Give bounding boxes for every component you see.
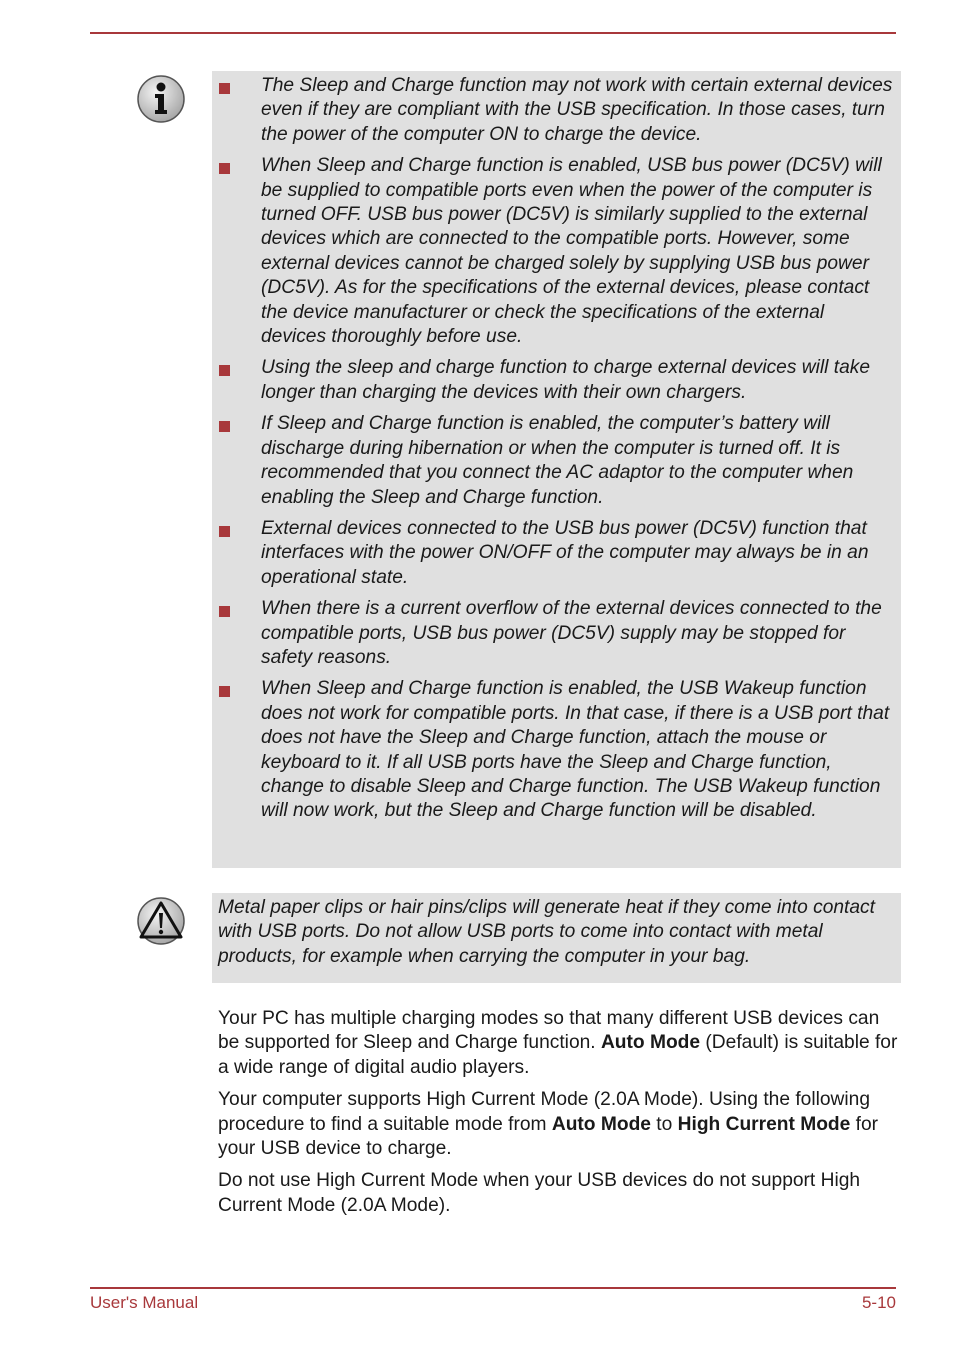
- info-icon: [136, 74, 186, 124]
- page-number: 5-10: [861, 1293, 896, 1312]
- warning-note-box: [212, 893, 901, 983]
- bullet-square-icon: [219, 421, 230, 432]
- warning-icon: [136, 896, 186, 946]
- paragraph-charging-modes: Your PC has multiple charging modes so that many different USB devices can be supported for Sleep and Charge function. Auto Mode (Default) is suitable for a wide range of digital audio players.: [218, 1008, 898, 1078]
- info-note-list: [212, 71, 901, 824]
- footer-rule: [90, 1287, 896, 1289]
- paragraph-high-current-mode: Your computer supports High Current Mode (2.0A Mode). Using the following procedure to find a suitable mode from Auto Mode to High Current Mode for your USB device to charge.: [218, 1089, 879, 1160]
- bullet-square-icon: [219, 606, 230, 617]
- header-rule: [90, 32, 896, 34]
- list-item: When Sleep and Charge function is enabled, USB bus power (DC5V) will be supplied to compatible ports even when the power of the computer is turned OFF. USB bus power (DC5V) is similarly supplied to the external devices which are connected to the compatible ports. However, some external devices cannot be charged solely by supplying USB bus power (DC5V). As for the specifications of the external devices, please contact the device manufacturer or check the specifications of the external devices thoroughly before use.: [212, 154, 893, 349]
- info-note-box: [212, 71, 901, 868]
- list-item: When Sleep and Charge function is enabled, the USB Wakeup function does not work for compatible ports. In that case, if there is a USB port that does not have the Sleep and Charge function, attach the mouse or keyboard to it. If all USB ports have the Sleep and Charge function, change to disable Sleep and Charge function. The USB Wakeup function will now work, but the Sleep and Charge function will be disabled.: [212, 677, 893, 823]
- list-item: External devices connected to the USB bus power (DC5V) function that interfaces with the power ON/OFF of the computer may always be in an operational state.: [212, 517, 893, 590]
- list-item: Using the sleep and charge function to charge external devices will take longer than charging the devices with their own chargers.: [212, 356, 893, 405]
- list-item: When there is a current overflow of the external devices connected to the compatible ports, USB bus power (DC5V) supply may be stopped for safety reasons.: [212, 597, 893, 670]
- body-text: [218, 1007, 898, 1226]
- bullet-square-icon: [219, 526, 230, 537]
- bullet-square-icon: [219, 686, 230, 697]
- bullet-square-icon: [219, 163, 230, 174]
- bullet-square-icon: [219, 83, 230, 94]
- list-item: The Sleep and Charge function may not work with certain external devices even if they are compliant with the USB specification. In those cases, turn the power of the computer ON to charge the device.: [212, 74, 893, 147]
- footer-manual-title: User's Manual: [90, 1293, 199, 1312]
- list-item: If Sleep and Charge function is enabled, the computer’s battery will discharge during hibernation or when the computer is turned off. It is recommended that you connect the AC adaptor to the computer when enabling the Sleep and Charge function.: [212, 412, 893, 510]
- bullet-square-icon: [219, 365, 230, 376]
- paragraph-do-not-use: Do not use High Current Mode when your USB devices do not support High Current Mode (2.0A Mode).: [218, 1170, 861, 1216]
- warning-note-text: Metal paper clips or hair pins/clips will generate heat if they come into contact with USB ports. Do not allow USB ports to come into contact with metal products, for example when carrying the computer in your bag.: [218, 897, 875, 967]
